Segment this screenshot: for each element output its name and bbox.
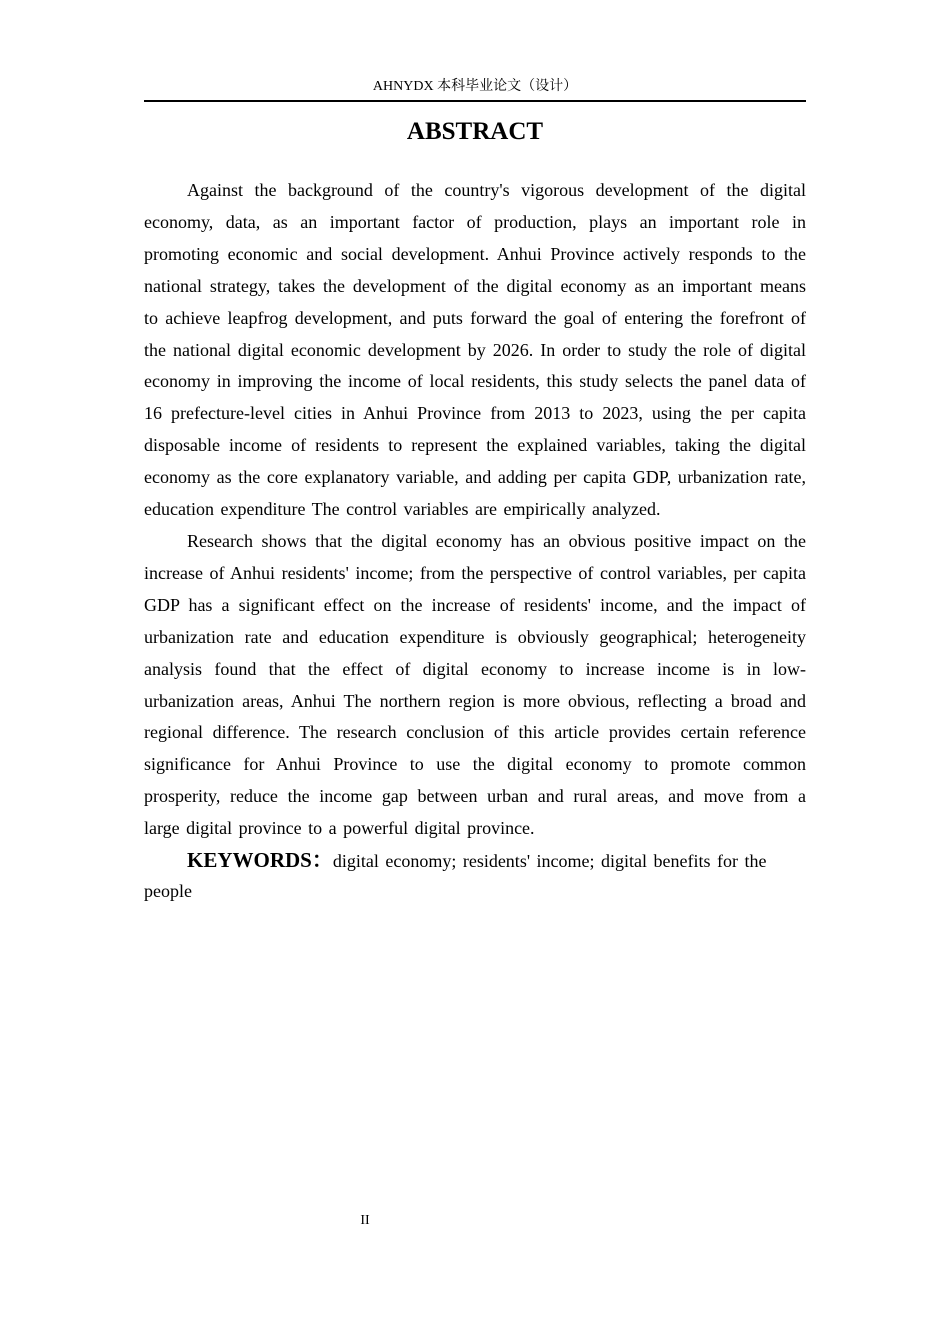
keywords-text: digital economy; residents' income; digital benefits for the people xyxy=(144,851,767,902)
abstract-title: ABSTRACT xyxy=(406,118,544,145)
abstract-paragraph-1: Against the background of the country's vigorous development of the digital economy, data, as an important factor of production, plays an important role in promoting economic and social development. Anhui Province actively responds to the national strategy, takes the development of the digital economy as an important means to achieve leapfrog development, and puts forward the goal of entering the forefront of the national digital economic development by 2026. In order to study the role of digital economy in improving the income of local residents, this study selects the panel data of 16 prefecture-level cities in Anhui Province from 2013 to 2023, using the per capita disposable income of residents to represent the explained variables, taking the digital economy as the core explanatory variable, and adding per capita GDP, urbanization rate, education expenditure The control variables are empirically analyzed. xyxy=(144,180,806,520)
keywords-line xyxy=(144,845,784,906)
keywords-label: KEYWORDS： xyxy=(187,848,333,873)
page-number: II xyxy=(360,1213,370,1228)
abstract-paragraph-2: Research shows that the digital economy has an obvious positive impact on the increase of Anhui residents' income; from the perspective of control variables, per capita GDP has a significant effect on the increase of residents' income, and the impact of urbanization rate and education expenditure is obviously geographical; heterogeneity analysis found that the effect of digital economy to increase income is in low-urbanization areas, Anhui The northern region is more obvious, reflecting a broad and regional difference. The research conclusion of this article provides certain reference significance for Anhui Province to use the digital economy to promote common prosperity, reduce the income gap between urban and rural areas, and move from a large digital province to a powerful digital province. xyxy=(144,530,806,839)
abstract-body xyxy=(144,175,806,906)
header-rule xyxy=(144,100,806,102)
running-header: AHNYDX 本科毕业论文（设计） xyxy=(372,79,578,94)
